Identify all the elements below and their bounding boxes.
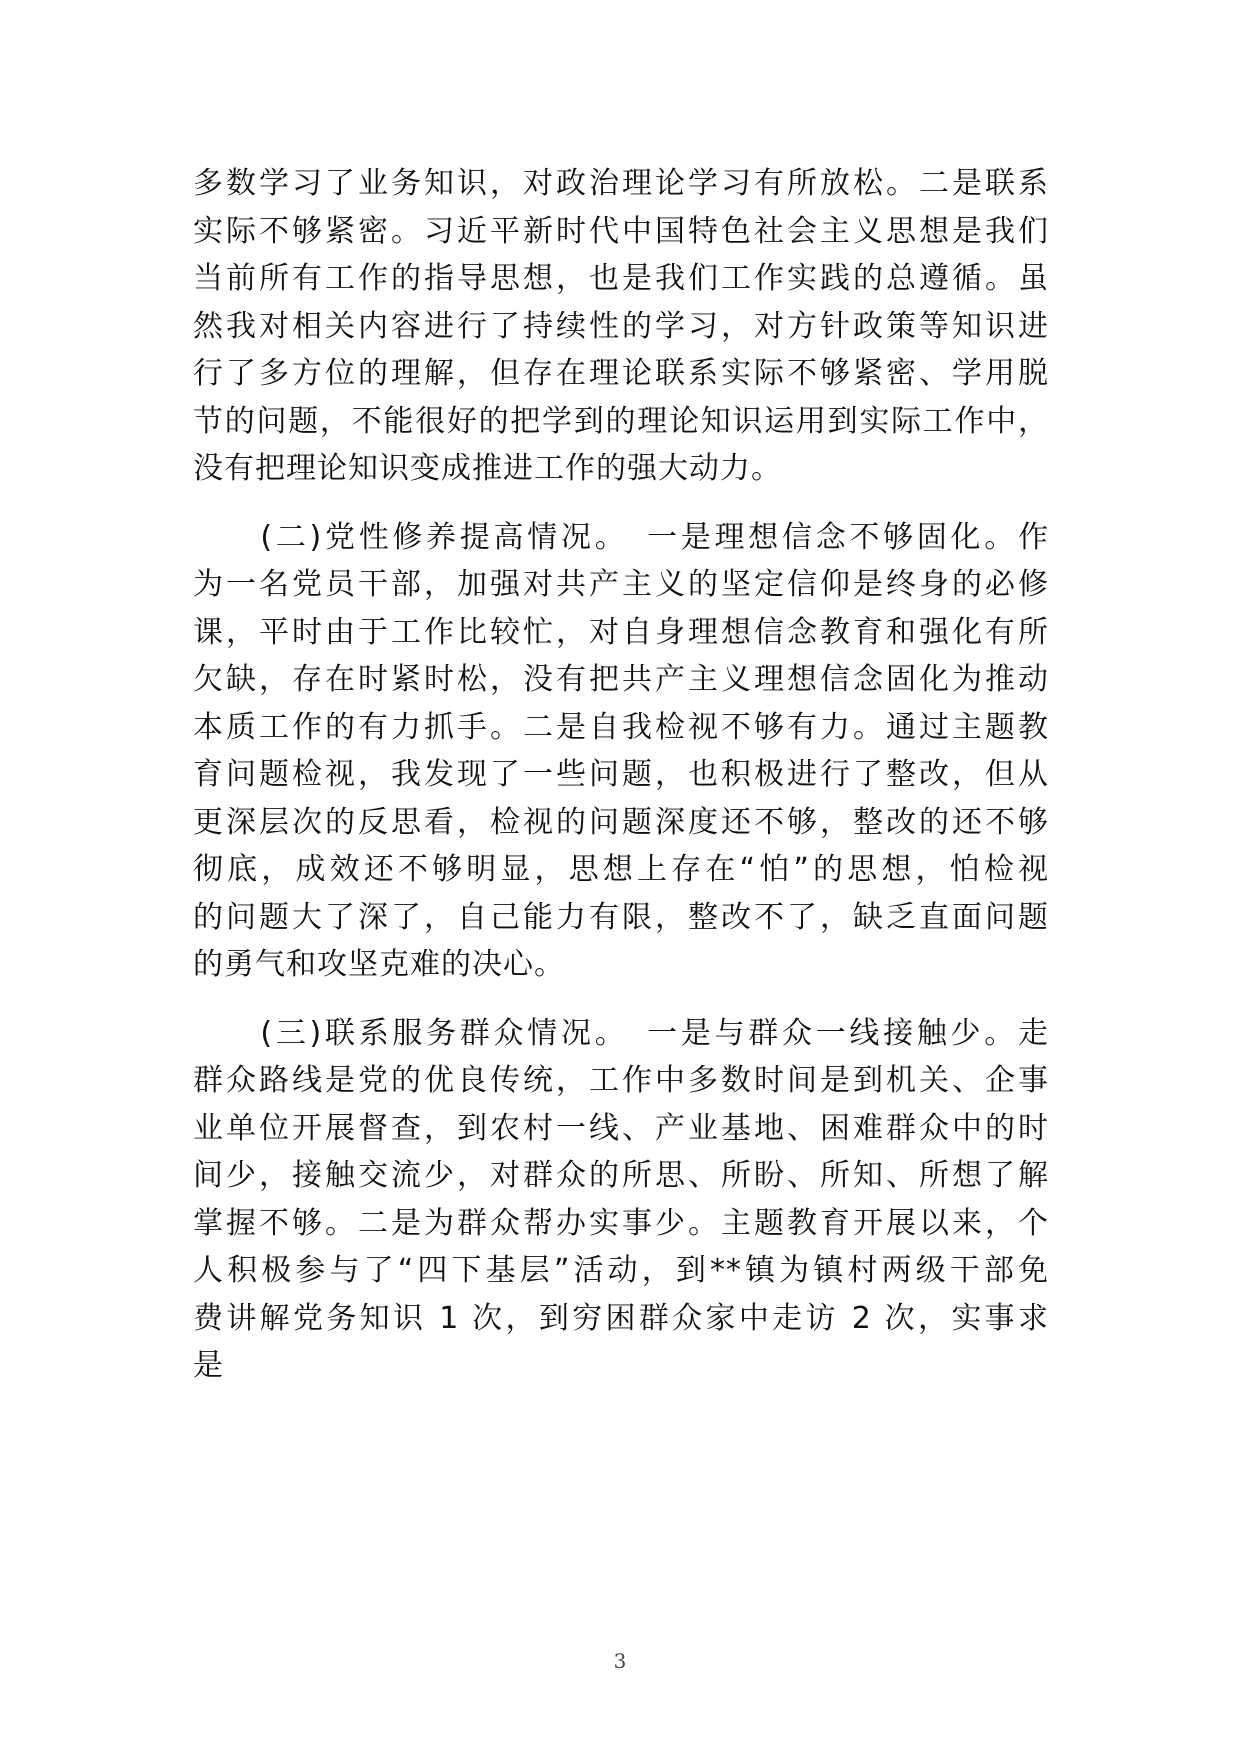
- paragraph-theory-study: [193, 160, 1049, 493]
- text-line: 本质工作的有力抓手。二是自我检视不够有力。通过主题教: [193, 709, 1049, 745]
- text-line: (三)联系服务群众情况。 一是与群众一线接触少。走: [193, 1015, 1049, 1051]
- text-line: 实际不够紧密。习近平新时代中国特色社会主义思想是我们: [193, 213, 1049, 249]
- paragraph-spacer: [193, 493, 1049, 514]
- paragraph-party-spirit: [193, 514, 1049, 989]
- text-line: 间少，接触交流少，对群众的所思、所盼、所知、所想了解: [193, 1158, 1049, 1193]
- text-line: 为一名党员干部，加强对共产主义的坚定信仰是终身的必修: [193, 567, 1049, 602]
- text-line: 欠缺，存在时紧时松，没有把共产主义理想信念固化为推动: [193, 662, 1049, 697]
- text-line: 的问题大了深了，自己能力有限，整改不了，缺乏直面问题: [193, 899, 1049, 935]
- text-line: 群众路线是党的优良传统，工作中多数时间是到机关、企事: [193, 1063, 1049, 1098]
- text-line: 业单位开展督查，到农村一线、产业基地、困难群众中的时: [193, 1110, 1049, 1146]
- text-line: 节的问题，不能很好的把学到的理论知识运用到实际工作中，: [193, 403, 1049, 439]
- body-text: [193, 160, 1049, 1390]
- text-line: 彻底，成效还不够明显，思想上存在“怕”的思想，怕检视: [193, 852, 1049, 887]
- text-line: 当前所有工作的指导思想，也是我们工作实践的总遵循。虽: [193, 261, 1049, 296]
- text-line: 更深层次的反思看，检视的问题深度还不够，整改的还不够: [193, 804, 1049, 840]
- paragraph-spacer: [193, 989, 1049, 1010]
- text-line: 费讲解党务知识 1 次，到穷困群众家中走访 2 次，实事求: [193, 1300, 1049, 1336]
- text-line: 然我对相关内容进行了持续性的学习，对方针政策等知识进: [193, 308, 1049, 344]
- text-line: (二)党性修养提高情况。 一是理想信念不够固化。作: [193, 519, 1049, 555]
- text-line: 是: [193, 1348, 224, 1383]
- text-line: 掌握不够。二是为群众帮办实事少。主题教育开展以来，个: [193, 1205, 1049, 1241]
- text-line: 的勇气和攻坚克难的决心。: [193, 947, 565, 982]
- text-line: 没有把理论知识变成推进工作的强大动力。: [193, 451, 782, 486]
- text-line: 育问题检视，我发现了一些问题，也积极进行了整改，但从: [193, 757, 1049, 792]
- text-line: 课，平时由于工作比较忙，对自身理想信念教育和强化有所: [193, 614, 1049, 650]
- text-line: 多数学习了业务知识，对政治理论学习有所放松。二是联系: [193, 166, 1049, 201]
- text-line: 行了多方位的理解，但存在理论联系实际不够紧密、学用脱: [193, 356, 1049, 391]
- paragraph-serving-masses: [193, 1010, 1049, 1390]
- text-line: 人积极参与了“四下基层”活动，到**镇为镇村两级干部免: [193, 1253, 1049, 1288]
- page-number: 3: [613, 1649, 627, 1673]
